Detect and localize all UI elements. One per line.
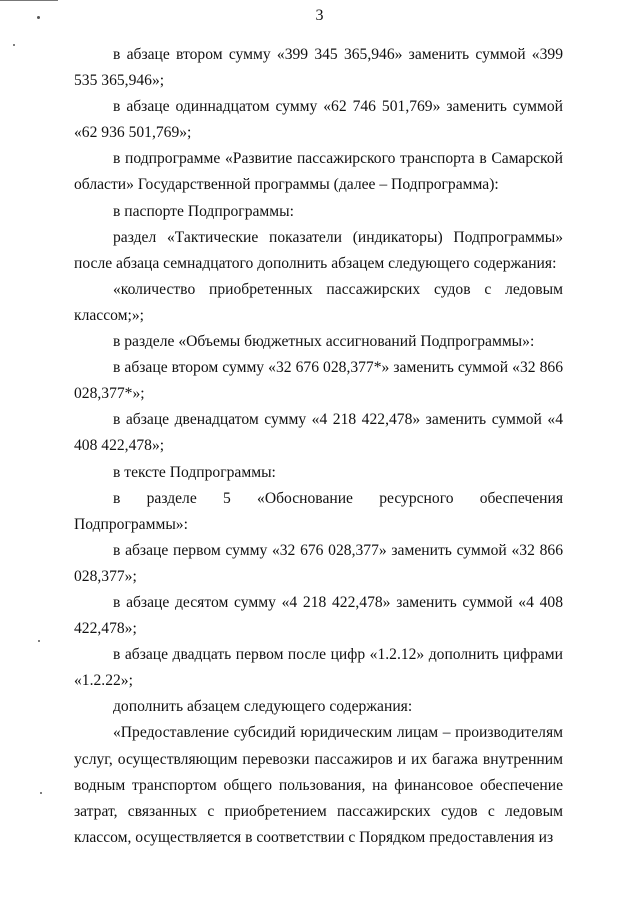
paragraph: в абзаце втором сумму «399 345 365,946» заменить суммой «399 535 365,946»; [74,46,563,90]
paragraph: в абзаце первом сумму «32 676 028,377» заменить суммой «32 866 028,377»; [74,541,563,585]
paragraph: «Предоставление субсидий юридическим лицам – производителям услуг, осуществляющим перевозки пассажиров и их багажа внутренним водным транспортом общего пользования, на финансовое обеспечение затрат, связанных с приобретением пассажирских судов с ледовым классом, осуществляется в соответствии с Порядком предоставления из [74,724,563,846]
document-body [74,42,563,851]
paragraph: в паспорте Подпрограммы: [113,202,294,220]
scan-dot [13,44,15,46]
paragraph: в тексте Подпрограммы: [113,463,276,481]
page-number: 3 [315,7,324,24]
paragraph: в абзаце двадцать первом после цифр «1.2.12» дополнить цифрами «1.2.22»; [74,646,563,690]
paragraph: в абзаце втором сумму «32 676 028,377*» заменить суммой «32 866 028,377*»; [74,359,563,403]
paragraph: «количество приобретенных пассажирских судов с ледовым классом;»; [74,280,563,324]
scan-edge-line [0,0,58,1]
scan-dot [40,792,42,794]
scan-dot [38,640,40,642]
paragraph: раздел «Тактические показатели (индикаторы) Подпрограммы» после абзаца семнадцатого дополнить абзацем следующего содержания: [74,228,563,272]
paragraph: в подпрограмме «Развитие пассажирского транспорта в Самарской области» Государственной программы (далее – Подпрограмма): [74,150,563,194]
paragraph: дополнить абзацем следующего содержания: [113,698,413,716]
paragraph: в разделе 5 «Обоснование ресурсного обеспечения Подпрограммы»: [74,489,563,533]
paragraph: в абзаце одиннадцатом сумму «62 746 501,769» заменить суммой «62 936 501,769»; [74,98,563,142]
paragraph: в абзаце двенадцатом сумму «4 218 422,478» заменить суммой «4 408 422,478»; [74,411,563,455]
paragraph: в абзаце десятом сумму «4 218 422,478» заменить суммой «4 408 422,478»; [74,593,563,638]
paragraph: в разделе «Объемы бюджетных ассигнований Подпрограммы»: [113,333,535,351]
